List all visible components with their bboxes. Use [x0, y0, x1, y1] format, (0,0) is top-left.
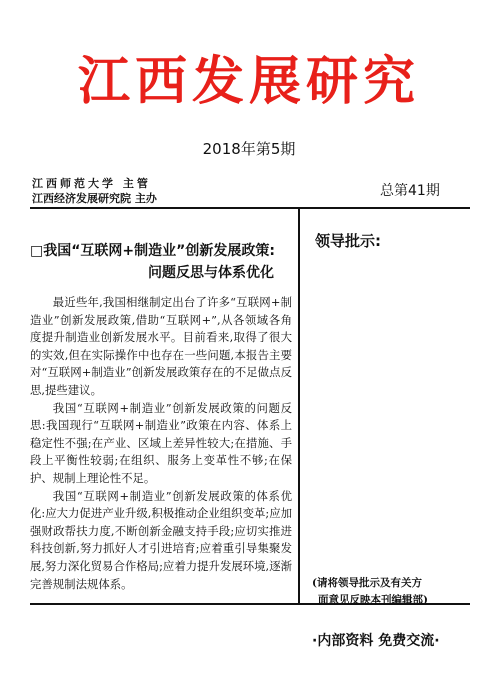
- top-rule: [30, 207, 470, 209]
- sponsor-line-2: 江西经济发展研究院 主办: [32, 192, 157, 205]
- total-issue-number: 总第41期: [380, 183, 440, 199]
- article-title-line-1: □我国“互联网+制造业”创新发展政策:: [30, 243, 275, 259]
- masthead-title: 江西发展研究: [77, 52, 420, 112]
- leader-comment-label: 领导批示:: [315, 232, 381, 250]
- article-paragraph-2: 我国“互联网+制造业”创新发展政策的问题反思:我国现行“互联网+制造业”政策在内容、体系上稳定性不强;在产业、区域上差异性较大;在措施、手段上平衡性较弱;在组织、服务上变革性不够;在保护、规制上理论性不足。: [30, 400, 292, 485]
- footer-notice: ·内部资料 免费交流·: [312, 633, 440, 649]
- column-divider: [298, 208, 300, 603]
- editorial-note-line-1: (请将领导批示及有关方: [312, 577, 422, 589]
- article-title-line-2: 问题反思与体系优化: [148, 265, 274, 281]
- article-title: [30, 240, 292, 284]
- issue-number: 2018年第5期: [202, 140, 296, 158]
- sponsor-line-1: 江西师范大学 主管: [32, 177, 151, 190]
- article-paragraph-1: 最近些年,我国相继制定出台了许多“互联网+制造业”创新发展政策,借助“互联网+”,从各领域各角度提升制造业创新发展水平。目前看来,取得了很大的实效,但在实际操作中也存在一些问题,本报告主要对“互联网+制造业”创新发展政策存在的不足做点反思,提些建议。: [30, 295, 292, 397]
- article-paragraph-3: 我国“互联网+制造业”创新发展政策的体系优化:应大力促进产业升级,积极推动企业组织变革;应加强财政帮扶力度,不断创新金融支持手段;应切实推进科技创新,努力抓好人才引进培育;应着重引导集聚发展,努力深化贸易合作格局;应着力提升发展环境,逐渐完善规制法规体系。: [30, 488, 292, 591]
- editorial-note-line-2: 面意见反映本刊编辑部): [318, 594, 428, 606]
- article-body: [30, 294, 292, 593]
- sponsors: [32, 176, 157, 206]
- editorial-note: [312, 575, 482, 609]
